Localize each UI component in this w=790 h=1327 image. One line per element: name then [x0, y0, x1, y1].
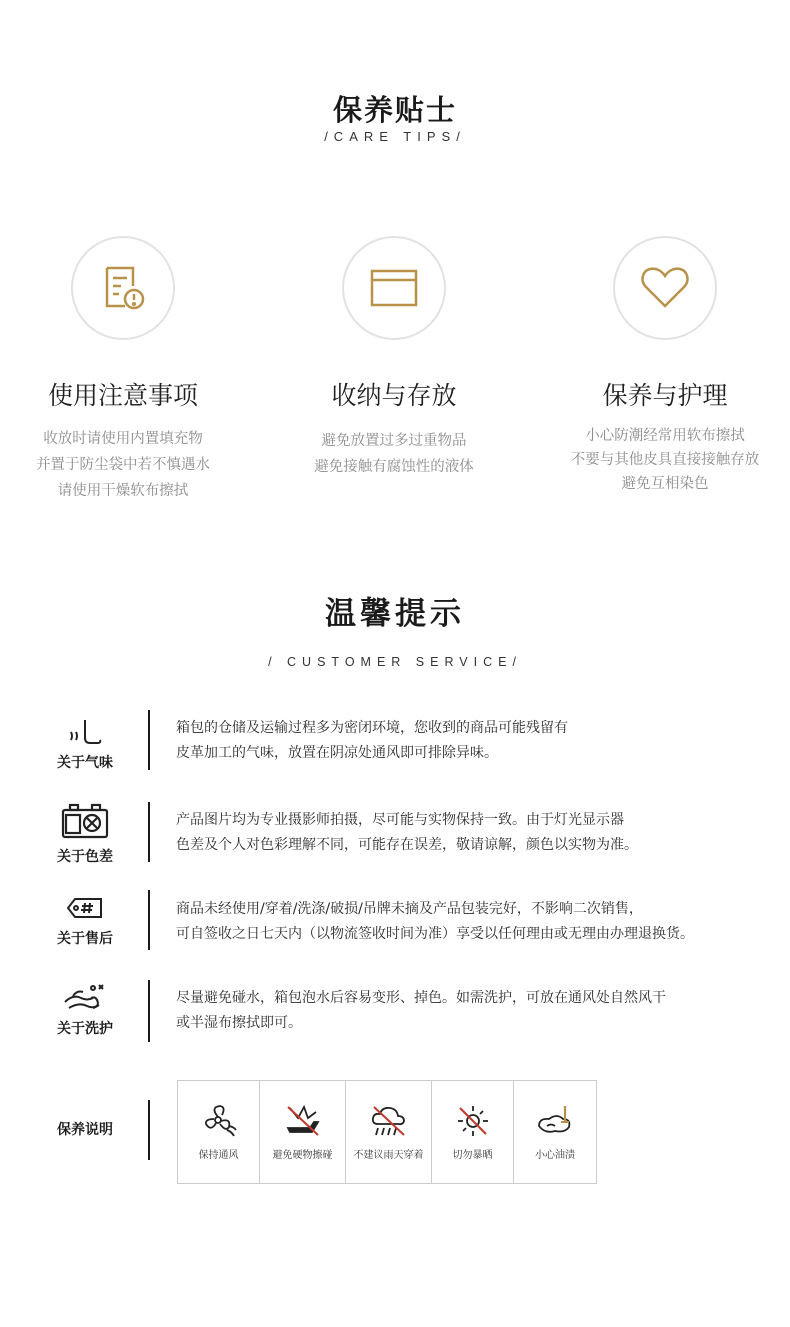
desc-line: 小心防潮经常用软布擦拭 [585, 428, 745, 444]
care-item-caption: 避免硬物擦碰 [272, 1149, 333, 1161]
service-row-label: 关于色差 [57, 849, 113, 865]
care-column-desc [0, 426, 273, 504]
desc-line: 请使用干燥软布擦拭 [57, 483, 189, 499]
care-icon-circle [342, 236, 446, 340]
care-item-caption: 小心油渍 [535, 1149, 575, 1161]
smell-icon [68, 718, 102, 746]
text-line: 尽量避免碰水，箱包泡水后容易变形、掉色。如需洗护，可放在通风处自然风干 [176, 990, 666, 1006]
care-item-no-sun [432, 1081, 514, 1183]
care-item-ventilate [178, 1081, 260, 1183]
service-row-label: 关于气味 [57, 755, 113, 771]
fan-icon [201, 1104, 237, 1138]
customer-service-title: 温馨提示 [325, 596, 465, 632]
divider-bar [148, 980, 150, 1042]
service-row-text [176, 716, 776, 766]
price-tag-icon [65, 895, 105, 921]
text-line: 色差及个人对色彩理解不同，可能存在误差，敬请谅解，颜色以实物为准。 [176, 837, 638, 853]
care-item-oil-stain [514, 1081, 596, 1183]
care-tips-title: 保养贴士 [332, 93, 457, 127]
service-row-text [176, 897, 776, 947]
care-icon-circle [613, 236, 717, 340]
desc-line: 避免接触有腐蚀性的液体 [314, 459, 474, 475]
no-hard-objects-icon [284, 1104, 322, 1138]
desc-line: 收放时请使用内置填充物 [43, 431, 203, 447]
care-column-usage [0, 236, 273, 504]
service-row-label: 关于售后 [57, 931, 113, 947]
text-line: 商品未经使用/穿着/洗涤/破损/吊牌未摘及产品包装完好，不影响二次销售， [176, 901, 643, 917]
care-column-title: 收纳与存放 [331, 381, 457, 410]
desc-line: 避免互相染色 [621, 476, 709, 492]
care-item-caption: 不建议雨天穿着 [353, 1149, 424, 1161]
divider-bar [148, 802, 150, 862]
storage-box-icon [369, 268, 419, 308]
care-column-storage [244, 236, 544, 480]
customer-service-subtitle: / CUSTOMER SERVICE/ [268, 655, 522, 669]
care-item-no-rain [346, 1081, 432, 1183]
no-rain-icon [370, 1104, 408, 1138]
care-tips-subtitle: /CARE TIPS/ [324, 129, 466, 144]
divider-bar [148, 1100, 150, 1160]
care-column-desc [515, 424, 790, 496]
text-line: 或半湿布擦拭即可。 [176, 1015, 302, 1031]
washing-hands-icon [63, 982, 107, 1014]
text-line: 可自签收之日七天内（以物流签收时间为准）享受以任何理由或无理由办理退换货。 [176, 926, 694, 942]
desc-line: 不要与其他皮具直接接触存放 [570, 452, 760, 468]
text-line: 皮革加工的气味，放置在阴凉处通风即可排除异味。 [176, 745, 498, 761]
care-column-title: 使用注意事项 [47, 381, 198, 410]
divider-bar [148, 710, 150, 770]
care-column-title: 保养与护理 [602, 381, 728, 410]
heart-icon [640, 266, 690, 310]
camera-icon [61, 803, 109, 839]
service-row-text [176, 808, 776, 858]
no-sun-icon [455, 1104, 491, 1138]
text-line: 产品图片均为专业摄影师拍摄，尽可能与实物保持一致。由于灯光显示器 [176, 812, 624, 828]
service-row-text [176, 986, 776, 1036]
oil-stain-icon [535, 1104, 575, 1138]
care-instructions-label: 保养说明 [57, 1122, 113, 1138]
document-warning-icon [99, 264, 147, 312]
care-item-no-hard-objects [260, 1081, 346, 1183]
desc-line: 避免放置过多过重物品 [321, 433, 467, 449]
service-row-label: 关于洗护 [57, 1021, 113, 1037]
desc-line: 并置于防尘袋中若不慎遇水 [36, 457, 210, 473]
care-column-desc [244, 428, 544, 480]
care-item-caption: 切勿暴晒 [452, 1149, 493, 1161]
care-column-maintenance [515, 236, 790, 496]
divider-bar [148, 890, 150, 950]
text-line: 箱包的仓储及运输过程多为密闭环境，您收到的商品可能残留有 [176, 720, 568, 736]
care-icon-circle [71, 236, 175, 340]
care-instructions-panel [177, 1080, 597, 1184]
care-item-caption: 保持通风 [198, 1149, 239, 1161]
